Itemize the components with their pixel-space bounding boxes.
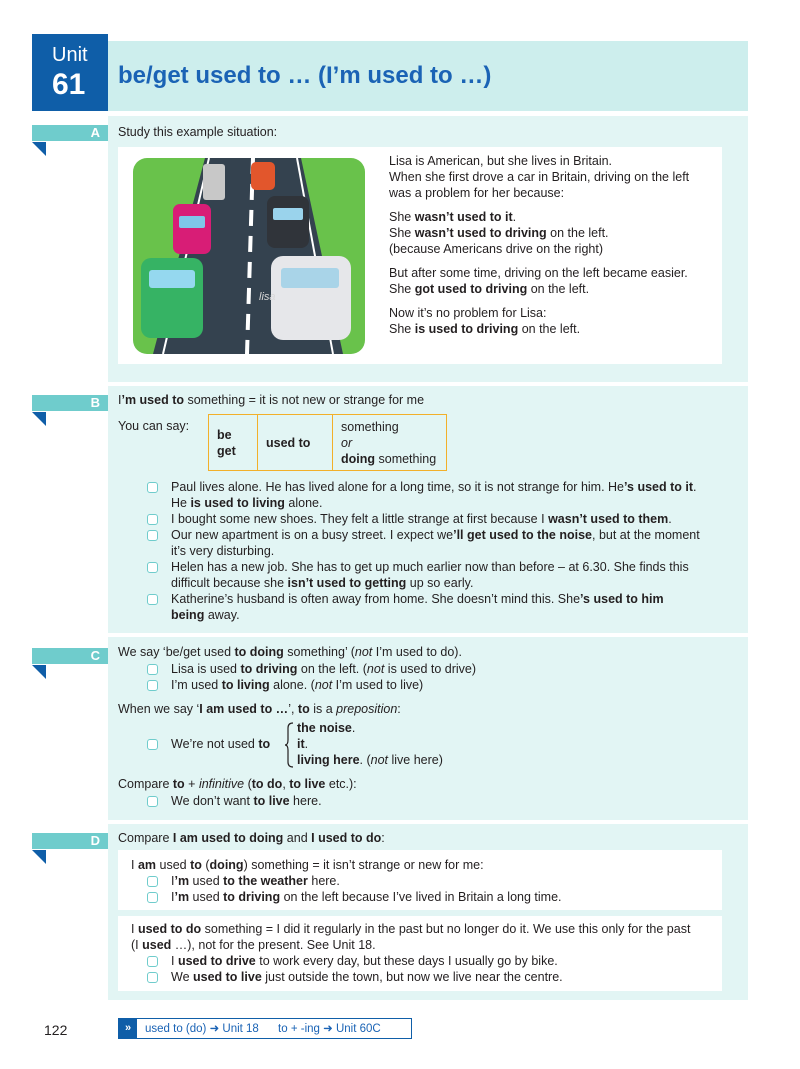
d-box2-example-2: We used to live just outside the town, but now we live near the centre.: [171, 970, 563, 984]
a-p2-line2: She wasn’t used to driving on the left.: [389, 226, 609, 240]
b-example-3-line1: Our new apartment is on a busy street. I expect we’ll get used to the noise, but at the moment: [171, 528, 700, 542]
d-box1-rule: I am used to (doing) something = it isn’t strange or new for me:: [131, 858, 484, 872]
cross-reference-links: [145, 1021, 381, 1037]
bullet-icon: [147, 530, 158, 541]
d-box1-example-1: I’m used to the weather here.: [171, 874, 340, 888]
c-brace-option-1: the noise.: [297, 721, 356, 735]
c-brace-option-2: it.: [297, 737, 309, 751]
b-example-5-line2: being away.: [171, 608, 240, 622]
c-example-4: We don’t want to live here.: [171, 794, 322, 808]
bullet-icon: [147, 594, 158, 605]
table-cell-used-to: used to: [258, 415, 333, 471]
unit-number: 61: [52, 68, 86, 101]
bullet-icon: [147, 562, 158, 573]
b-example-1-line1: Paul lives alone. He has lived alone for a long time, so it is not strange for him. He’s used to it.: [171, 480, 697, 494]
brace-icon: [284, 722, 294, 768]
table-cell-object: something or doing something: [333, 415, 447, 471]
section-a-intro: Study this example situation:: [118, 125, 278, 139]
b-example-5-line1: Katherine’s husband is often away from home. She doesn’t mind this. She’s used to him: [171, 592, 664, 606]
c-compare-infinitive: Compare to + infinitive (to do, to live etc.):: [118, 777, 357, 791]
a-p4-line1: Now it’s no problem for Lisa:: [389, 306, 547, 320]
xref-unit-60c-link[interactable]: to + -ing ➜ Unit 60C: [278, 1023, 381, 1035]
section-b-marker: [32, 412, 46, 426]
page-title: be/get used to … (I’m used to …): [118, 62, 492, 89]
section-a-marker: [32, 142, 46, 156]
table-cell-be-get: be get: [209, 415, 258, 471]
c-example-3: We’re not used to: [171, 737, 271, 751]
a-p1-line3: was a problem for her because:: [389, 186, 565, 200]
a-p3-line2: She got used to driving on the left.: [389, 282, 590, 296]
section-d-tab: D: [32, 833, 108, 849]
c-example-1: Lisa is used to driving on the left. (not is used to drive): [171, 662, 477, 676]
cars-on-road-image: [133, 158, 365, 354]
a-p2-line1: She wasn’t used to it.: [389, 210, 517, 224]
xref-unit-18-link[interactable]: used to (do) ➜ Unit 18: [145, 1023, 259, 1035]
double-arrow-icon: »: [119, 1019, 137, 1038]
unit-badge: [32, 34, 108, 111]
c-example-2: I’m used to living alone. (not I’m used to live): [171, 678, 424, 692]
section-d-marker: [32, 850, 46, 864]
b-example-1-line2: He is used to living alone.: [171, 496, 323, 510]
a-p4-line2: She is used to driving on the left.: [389, 322, 581, 336]
bullet-icon: [147, 972, 158, 983]
bullet-icon: [147, 664, 158, 675]
bullet-icon: [147, 514, 158, 525]
usage-table: [208, 414, 447, 471]
bullet-icon: [147, 796, 158, 807]
section-b-tab: B: [32, 395, 108, 411]
bullet-icon: [147, 739, 158, 750]
d-box2-example-1: I used to drive to work every day, but these days I usually go by bike.: [171, 954, 558, 968]
c-preposition-rule: When we say ‘I am used to …’, to is a preposition:: [118, 702, 401, 716]
c-intro: We say ‘be/get used to doing something’ (not I’m used to do).: [118, 645, 462, 659]
unit-label: Unit: [52, 44, 88, 66]
bullet-icon: [147, 680, 158, 691]
section-c-marker: [32, 665, 46, 679]
b-example-3-line2: it’s very disturbing.: [171, 544, 275, 558]
a-p1-line1: Lisa is American, but she lives in Britain.: [389, 154, 613, 168]
a-p3-line1: But after some time, driving on the left became easier.: [389, 266, 688, 280]
you-can-say-label: You can say:: [118, 419, 190, 433]
b-definition: I’m used to something = it is not new or strange for me: [118, 393, 425, 407]
a-p2-line3: (because Americans drive on the right): [389, 242, 603, 256]
cross-reference-box: [118, 1018, 412, 1039]
road-illustration: [133, 158, 365, 354]
a-p1-line2: When she first drove a car in Britain, driving on the left: [389, 170, 690, 184]
bullet-icon: [147, 876, 158, 887]
b-example-4-line2: difficult because she isn’t used to getting up so early.: [171, 576, 474, 590]
section-c-tab: C: [32, 648, 108, 664]
d-box2-rule-line2: (I used …), not for the present. See Unit 18.: [131, 938, 376, 952]
bullet-icon: [147, 892, 158, 903]
c-brace-option-3: living here. (not live here): [297, 753, 443, 767]
bullet-icon: [147, 482, 158, 493]
b-example-4-line1: Helen has a new job. She has to get up much earlier now than before – at 6.30. She finds this: [171, 560, 689, 574]
d-box1-example-2: I’m used to driving on the left because I’ve lived in Britain a long time.: [171, 890, 562, 904]
d-intro: Compare I am used to doing and I used to do:: [118, 831, 385, 845]
bullet-icon: [147, 956, 158, 967]
image-caption: lisa: [259, 291, 276, 303]
b-example-2: I bought some new shoes. They felt a little strange at first because I wasn’t used to them.: [171, 512, 672, 526]
page-number: 122: [44, 1022, 68, 1038]
d-box2-rule-line1: I used to do something = I did it regularly in the past but no longer do it. We use this only for the past: [131, 922, 691, 936]
section-a-tab: A: [32, 125, 108, 141]
